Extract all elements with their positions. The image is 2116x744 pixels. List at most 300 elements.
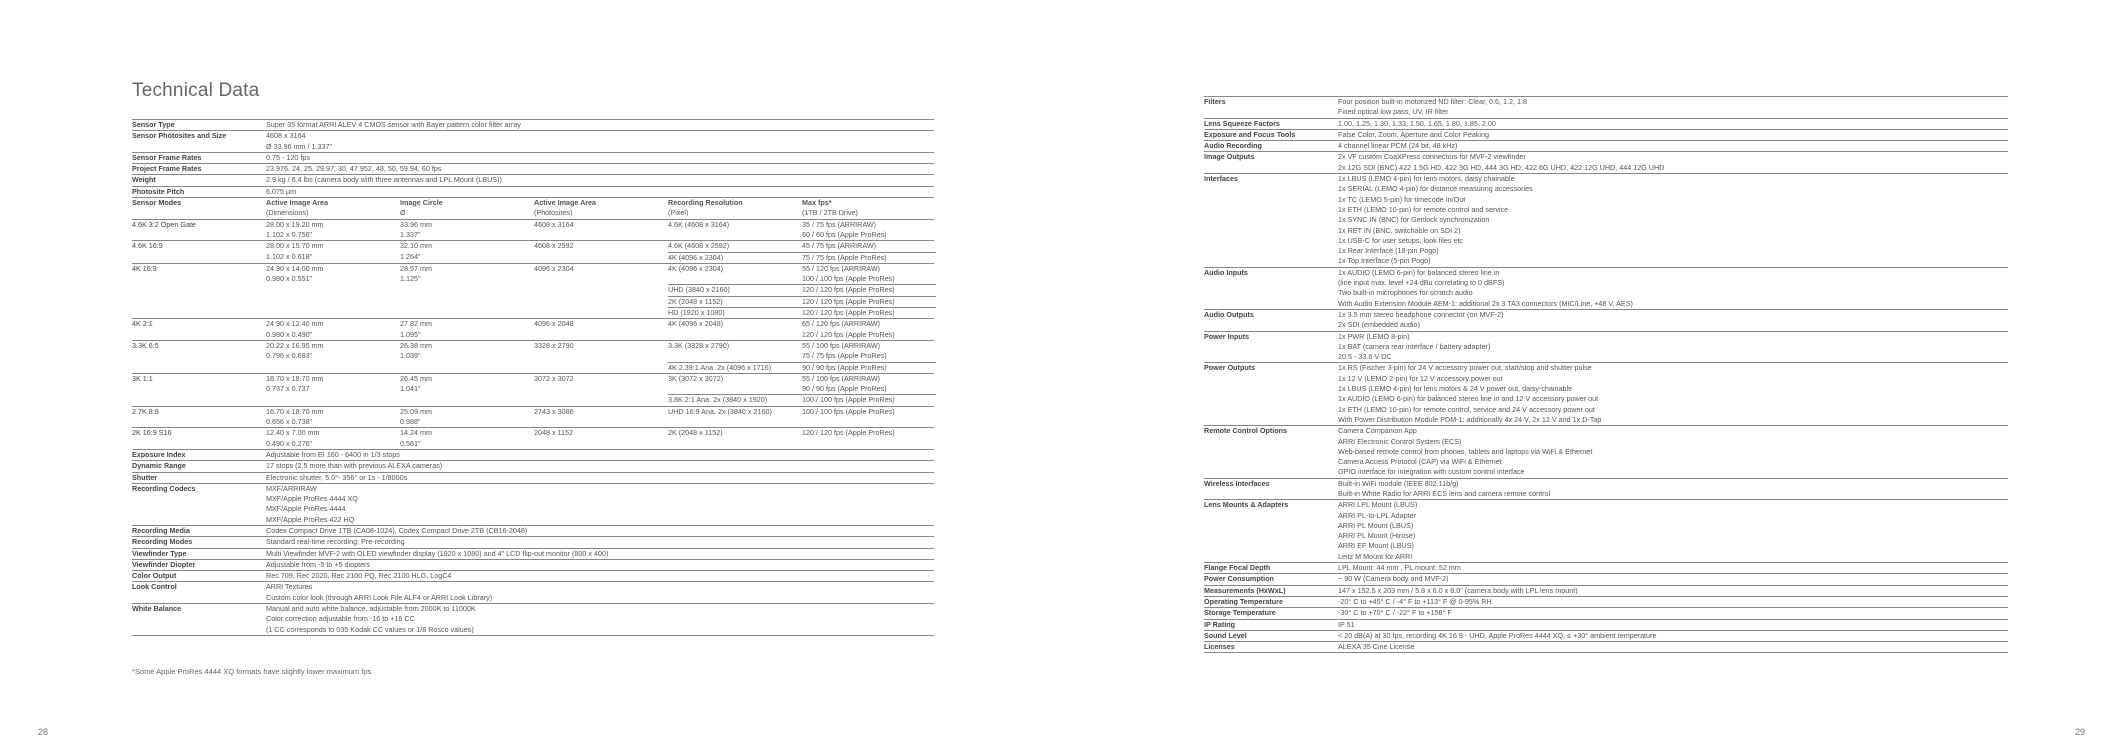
page-number-right: 29 (2075, 727, 2086, 737)
circle-line: 1.041" (400, 384, 421, 394)
fps-line: 55 / 100 fps (ARRIRAW) (802, 373, 881, 383)
active-area-photosites (534, 319, 668, 340)
sensor-mode-cells (266, 264, 936, 318)
dims-line: 24.90 x 14.00 mm (266, 263, 324, 273)
spec-value (1338, 500, 2008, 562)
sensor-mode-name: 4.6K 3:2 Open Gate (132, 219, 196, 229)
column-header-unit: (1TB / 2TB Drive) (802, 208, 858, 218)
spec-value-line: MXF/Apple ProRes 4444 (266, 504, 346, 514)
dims-line: 0.796 x 0.693" (266, 351, 313, 361)
photosites-line: 4608 x 3164 (534, 219, 574, 229)
resolution-row (668, 374, 936, 395)
active-area-photosites (534, 264, 668, 318)
active-area-dims (266, 220, 400, 241)
fps-line: 120 / 120 fps (Apple ProRes) (802, 285, 895, 295)
spec-label: Look Control (132, 582, 177, 592)
fps-line: 65 / 120 fps (ARRIRAW) (802, 319, 881, 329)
spec-value-line: 1x PWR (LEMO 8-pin) (1338, 331, 1410, 341)
max-fps (802, 264, 936, 285)
dims-line: 0.656 x 0.738" (266, 417, 313, 427)
active-area-dims (266, 319, 400, 340)
sensor-mode-name: 4K 16:9 (132, 263, 157, 273)
column-header (534, 198, 668, 219)
sensor-mode-row (132, 406, 934, 428)
recording-resolution (668, 308, 802, 318)
sensor-mode-name: 4.6K 16:9 (132, 241, 163, 251)
max-fps (802, 253, 936, 263)
column-header-unit: (Dimensions) (266, 208, 309, 218)
sensor-mode-cells (266, 374, 936, 406)
resolution-row (668, 264, 936, 285)
spec-label: Project Frame Rates (132, 164, 202, 174)
spec-row (132, 186, 934, 197)
spec-row (132, 152, 934, 163)
fps-line: 35 / 75 fps (ARRIRAW) (802, 219, 877, 229)
resolution-line: 2K (2048 x 1152) (668, 428, 723, 438)
spec-value-line: Standard real-time recording, Pre-recording (266, 537, 405, 547)
image-circle (400, 319, 534, 340)
spec-row (1204, 129, 2008, 140)
spec-row (1204, 607, 2008, 618)
spec-value-line: -30° C to +70° C / -22° F to +158° F (1338, 608, 1452, 618)
spec-value-line: Four position built-in motorized ND filter: Clear, 0.6, 1.2, 1.8 (1338, 97, 1527, 106)
photosites-line: 3328 x 2790 (534, 340, 574, 350)
resolution-line: UHD (3840 x 2160) (668, 285, 730, 295)
sensor-mode-cells (266, 241, 936, 263)
spec-label: Viewfinder Type (132, 548, 187, 558)
spec-value-line: 1x SERIAL (LEMO 4-pin) for distance measuring accessories (1338, 184, 1533, 194)
spec-value-line: 17 stops (2.5 more than with previous ALEXA cameras) (266, 461, 443, 471)
spec-label: Power Consumption (1204, 574, 1274, 584)
spec-value-line: IP 51 (1338, 619, 1355, 629)
spec-value (1338, 332, 2008, 363)
spec-value (266, 187, 934, 197)
spec-value-line: 1x ETH (LEMO 10-pin) for remote control and service (1338, 204, 1509, 214)
active-area-photosites (534, 428, 668, 449)
spec-value-line: 4 channel linear PCM (24 bit, 48 kHz) (1338, 141, 1458, 151)
spec-row (1204, 425, 2008, 477)
spec-value (266, 549, 934, 559)
spec-value-line: Leitz M Mount for ARRI (1338, 551, 1413, 561)
circle-line: 0.988" (400, 417, 421, 427)
spec-label: Operating Temperature (1204, 596, 1283, 606)
spec-value-line: Ø 33.96 mm / 1.337" (266, 141, 333, 151)
resolution-line: 3.3K (3328 x 2790) (668, 340, 730, 350)
spec-row (132, 525, 934, 536)
column-header-title: Max fps* (802, 198, 832, 208)
dims-line: 1.102 x 0.618" (266, 251, 313, 261)
spec-row (1204, 309, 2008, 331)
spec-row (1204, 331, 2008, 363)
spec-value-line: 1x BAT (camera rear interface / battery adapter) (1338, 341, 1491, 351)
spec-value (1338, 631, 2008, 641)
fps-line: 120 / 120 fps (Apple ProRes) (802, 296, 895, 306)
max-fps (802, 395, 936, 405)
spec-label: Sound Level (1204, 630, 1247, 640)
spec-label: Filters (1204, 97, 1226, 106)
spec-row (1204, 118, 2008, 129)
spec-value (1338, 574, 2008, 584)
spec-row (1204, 562, 2008, 573)
spec-value-line: 4608 x 3164 (266, 131, 306, 141)
resolution-subtable (668, 264, 936, 318)
spec-value (266, 560, 934, 570)
spec-label: Power Inputs (1204, 331, 1250, 341)
fps-line: 55 / 120 fps (ARRIRAW) (802, 263, 881, 273)
spec-value-line: Multi Viewfinder MVF-2 with OLED viewfinder display (1920 x 1080) and 4" LCD flip-out monitor (800 x 400) (266, 548, 609, 558)
sensor-mode-cells (266, 319, 936, 340)
spec-value (1338, 620, 2008, 630)
spec-value-line: ARRI PL-to-LPL Adapter (1338, 510, 1417, 520)
spec-value-line: Built-in White Radio for ARRI ECS lens and camera remote control (1338, 488, 1551, 498)
spec-value-line: 1x USB-C for user setups, look files etc (1338, 235, 1464, 245)
dims-line: 20.22 x 16.95 mm (266, 340, 324, 350)
spec-value-line: MXF/ARRIRAW (266, 483, 317, 493)
fps-line: 90 / 90 fps (Apple ProRes) (802, 362, 887, 372)
dims-line: 18.70 x 18.70 mm (266, 373, 324, 383)
circle-line: 27.82 mm (400, 319, 432, 329)
spec-value-line: With Audio Extension Module AEM-1: additional 2x 3 TA3 connectors (MIC/Line, +48 V, AES) (1338, 298, 1633, 308)
resolution-row (668, 284, 936, 295)
image-circle (400, 220, 534, 241)
spec-label: Audio Recording (1204, 141, 1262, 151)
column-header-title: Image Circle (400, 198, 443, 208)
spec-value-line: LPL Mount: 44 mm , PL mount: 52 mm (1338, 563, 1461, 573)
spec-value-line: 1x RET IN (BNC, switchable on SDI 2) (1338, 225, 1461, 235)
recording-resolution (668, 241, 802, 251)
recording-resolution (668, 253, 802, 263)
spec-label: Power Outputs (1204, 363, 1256, 373)
spec-row (1204, 362, 2008, 425)
active-area-dims (266, 407, 400, 428)
active-area-dims (266, 264, 400, 318)
dims-line: 28.00 x 15.70 mm (266, 241, 324, 251)
resolution-line: 4K (4096 x 2304) (668, 252, 724, 262)
image-circle (400, 264, 534, 318)
resolution-subtable (668, 428, 936, 449)
spec-label: Recording Modes (132, 537, 193, 547)
spec-value-line: 147 x 152.5 x 203 mm / 5.8 x 6.0 x 8.0" (camera body with LPL lens mount) (1338, 585, 1578, 595)
resolution-line: 4K (4096 x 2048) (668, 319, 724, 329)
spec-value (1338, 426, 2008, 477)
max-fps (802, 308, 936, 318)
column-header (400, 198, 534, 219)
spec-value-line: MXF/Apple ProRes 422 HQ (266, 514, 355, 524)
circle-line: 14.24 mm (400, 428, 432, 438)
spec-label: Lens Mounts & Adapters (1204, 500, 1289, 510)
resolution-subtable (668, 341, 936, 373)
spec-value-line: 1x ETH (LEMO 10-pin) for remote control, service and 24 V accessory power out (1338, 404, 1595, 414)
spec-value (266, 131, 934, 152)
spec-value-line: With Power Distribution Module PDM-1: additionally 4x 24 V, 2x 12 V and 1x D-Tap (1338, 414, 1602, 424)
dims-line: 24.90 x 12.40 mm (266, 319, 324, 329)
recording-resolution (668, 264, 802, 285)
fps-line: 120 / 120 fps (Apple ProRes) (802, 428, 895, 438)
resolution-row (668, 362, 936, 373)
photosites-line: 3072 x 3072 (534, 373, 574, 383)
spec-value (1338, 268, 2008, 309)
fps-line: 120 / 120 fps (Apple ProRes) (802, 329, 895, 339)
spec-value (266, 604, 934, 635)
spec-row (1204, 619, 2008, 630)
spec-row (132, 570, 934, 581)
spec-label: Recording Media (132, 525, 190, 535)
spec-value-line: ARRI Textures (266, 582, 313, 592)
spec-value-line: 1x LBUS (LEMO 4-pin) for lens motors & 24 V power out, daisy-chainable (1338, 384, 1573, 394)
sensor-mode-cells (266, 407, 936, 428)
sensor-mode-cells (266, 220, 936, 241)
column-header-unit: Ø (400, 208, 406, 218)
fps-line: 120 / 120 fps (Apple ProRes) (802, 308, 895, 318)
image-circle (400, 428, 534, 449)
photosites-line: 4608 x 2592 (534, 241, 574, 251)
sensor-mode-name: 2.7K 8:9 (132, 406, 159, 416)
photosites-line: 2048 x 1152 (534, 428, 574, 438)
spec-value-line: ARRI PL Mount (LBUS) (1338, 520, 1414, 530)
fps-line: 75 / 75 fps (Apple ProRes) (802, 351, 887, 361)
max-fps (802, 341, 936, 362)
column-header-unit: (Pixel) (668, 208, 689, 218)
spec-value-line: 1x 3.5 mm stereo headphone connector (on MVF-2) (1338, 309, 1504, 319)
spec-value-line: Camera Companion App (1338, 426, 1417, 436)
resolution-row (668, 296, 936, 307)
spec-label: Viewfinder Diopter (132, 559, 196, 569)
circle-line: 1.125" (400, 274, 421, 284)
spec-label: Flange Focal Depth (1204, 563, 1271, 573)
fps-line: 55 / 100 fps (ARRIRAW) (802, 340, 881, 350)
spec-row (132, 174, 934, 185)
spec-value-line: Camera Access Protocol (CAP) via WiFi & Ethernet (1338, 457, 1502, 467)
resolution-row (668, 220, 936, 241)
resolution-line: 3.8K 2:1 Ana. 2x (3840 x 1920) (668, 395, 768, 405)
dims-line: 12.40 x 7.00 mm (266, 428, 320, 438)
spec-label: Exposure and Focus Tools (1204, 129, 1296, 139)
spec-value-line: Codex Compact Drive 1TB (CA08-1024), Codex Compact Drive 2TB (CB16-2048) (266, 525, 528, 535)
recording-resolution (668, 297, 802, 307)
resolution-row (668, 319, 936, 340)
spec-value-line: ARRI PL Mount (Hirose) (1338, 531, 1416, 541)
spec-value (266, 526, 934, 536)
right-spec-table (1204, 96, 2008, 653)
spec-value (266, 450, 934, 460)
spec-label: Remote Control Options (1204, 426, 1288, 436)
spec-row (1204, 585, 2008, 596)
circle-line: 28.57 mm (400, 263, 432, 273)
spec-value-line: GPIO interface for integration with custom control interface (1338, 467, 1525, 477)
spec-row (1204, 596, 2008, 607)
active-area-dims (266, 428, 400, 449)
sensor-mode-name: 4K 2:1 (132, 319, 153, 329)
resolution-row (668, 341, 936, 362)
sensor-mode-row (132, 219, 934, 241)
recording-resolution (668, 428, 802, 438)
spec-row (132, 449, 934, 460)
spec-value-line: Adjustable from -5 to +5 diopters (266, 559, 371, 569)
spec-value (1338, 141, 2008, 151)
spec-value (266, 153, 934, 163)
spec-value (266, 571, 934, 581)
max-fps (802, 285, 936, 295)
resolution-line: UHD 16:9 Ana. 2x (3840 x 2160) (668, 406, 772, 416)
fps-line: 60 / 60 fps (Apple ProRes) (802, 229, 887, 239)
resolution-row (668, 307, 936, 318)
spec-value-line: 1x Rear Interface (18-pin Pogo) (1338, 246, 1439, 256)
spec-value-line: 23.976, 24, 25, 29.97, 30, 47.952, 48, 50, 59.94, 60 fps (266, 164, 442, 174)
active-area-photosites (534, 220, 668, 241)
spec-value-line: 1x LBUS (LEMO 4-pin) for lens motors, daisy chainable (1338, 174, 1515, 184)
image-circle (400, 241, 534, 263)
active-area-photosites (534, 241, 668, 263)
spec-row (1204, 641, 2008, 652)
spec-label: Exposure Index (132, 449, 186, 459)
spec-value (266, 120, 934, 130)
spec-value-line: 20.5 - 33.6 V DC (1338, 352, 1392, 362)
column-header (668, 198, 802, 219)
spec-value-line: 1x AUDIO (LEMO 6-pin) for balanced stereo line in and 12 V accessory power out (1338, 394, 1599, 404)
spec-value (1338, 363, 2008, 425)
recording-resolution (668, 220, 802, 241)
recording-resolution (668, 395, 802, 405)
spec-value (1338, 130, 2008, 140)
max-fps (802, 407, 936, 417)
spec-value-line: ALEXA 35 Cine License (1338, 642, 1415, 652)
spec-value-line: Rec 709, Rec 2020, Rec 2100 PQ, Rec 2100 HLG, LogC4 (266, 571, 452, 581)
image-circle (400, 374, 534, 406)
spec-label: Color Output (132, 571, 177, 581)
spec-row (1204, 499, 2008, 562)
dims-line: 0.980 x 0.551" (266, 274, 313, 284)
circle-line: 0.561" (400, 438, 421, 448)
resolution-subtable (668, 319, 936, 340)
fps-line: 100 / 100 fps (Apple ProRes) (802, 406, 895, 416)
spec-value-line: < 20 dB(A) at 30 fps, recording 4K 16:9 - UHD, Apple ProRes 4444 XQ, ≤ +30° ambient temperature (1338, 630, 1657, 640)
spec-value (1338, 586, 2008, 596)
spec-row (132, 581, 934, 603)
spec-value (1338, 479, 2008, 500)
recording-resolution (668, 363, 802, 373)
spec-label: Image Outputs (1204, 152, 1255, 162)
max-fps (802, 363, 936, 373)
resolution-line: 2K (2048 x 1152) (668, 296, 723, 306)
spec-label: Licenses (1204, 642, 1235, 652)
column-header-title: Recording Resolution (668, 198, 743, 208)
page-title: Technical Data (132, 80, 260, 101)
sensor-mode-name: 3.3K 6:5 (132, 340, 159, 350)
sensor-mode-row (132, 340, 934, 373)
sensor-modes-header (132, 197, 934, 219)
spec-value-line: False Color, Zoom, Aperture and Color Peaking (1338, 129, 1490, 139)
resolution-row (668, 428, 936, 438)
fps-line: 45 / 75 fps (ARRIRAW) (802, 241, 877, 251)
spec-label: Sensor Frame Rates (132, 152, 202, 162)
spec-value-line: 0.75 - 120 fps (266, 152, 310, 162)
spec-value (1338, 597, 2008, 607)
resolution-row (668, 241, 936, 251)
resolution-subtable (668, 220, 936, 241)
spec-label: Recording Codecs (132, 483, 196, 493)
spec-value-line: Adjustable from EI 160 - 6400 in 1/3 stops (266, 449, 400, 459)
recording-resolution (668, 407, 802, 417)
spec-value-line: Web-based remote control from phones, tablets and laptops via WiFi & Ethernet (1338, 446, 1593, 456)
dims-line: 0.980 x 0.490" (266, 329, 313, 339)
sensor-mode-row (132, 318, 934, 340)
max-fps (802, 319, 936, 340)
fps-line: 100 / 100 fps (Apple ProRes) (802, 274, 895, 284)
resolution-row (668, 252, 936, 263)
spec-value-line: 1x Top Interface (5-pin Pogo) (1338, 256, 1431, 266)
spec-row (132, 536, 934, 547)
spec-label: Interfaces (1204, 174, 1238, 184)
spec-value-line: 2.9 kg / 6.4 lbs (camera body with three antennas and LPL Mount (LBUS)) (266, 175, 502, 185)
page-number-left: 28 (38, 727, 49, 737)
spec-label: Measurements (HxWxL) (1204, 585, 1286, 595)
circle-line: 1.039" (400, 351, 421, 361)
spec-label: Storage Temperature (1204, 608, 1276, 618)
circle-line: 1.337" (400, 229, 421, 239)
circle-line: 26.38 mm (400, 340, 432, 350)
spec-row (1204, 96, 2008, 118)
column-header-unit: (Photosites) (534, 208, 573, 218)
column-header (802, 198, 936, 219)
spec-value-line: 2x 12G SDI (BNC) 422 1.5G HD, 422 3G HD, 444 3G HD, 422 6G UHD, 422 12G UHD, 444 12G UHD (1338, 162, 1665, 172)
sensor-mode-row (132, 240, 934, 263)
spec-row (132, 130, 934, 152)
spec-value (266, 461, 934, 471)
max-fps (802, 374, 936, 395)
spec-label: Sensor Type (132, 120, 175, 129)
spec-row (132, 548, 934, 559)
resolution-line: 4.6K (4608 x 2592) (668, 241, 730, 251)
photosites-line: 4096 x 2304 (534, 263, 574, 273)
circle-line: 25.09 mm (400, 406, 432, 416)
active-area-dims (266, 374, 400, 406)
max-fps (802, 297, 936, 307)
active-area-photosites (534, 374, 668, 406)
column-header-title: Active Image Area (266, 198, 329, 208)
spec-label: Dynamic Range (132, 461, 186, 471)
recording-resolution (668, 341, 802, 362)
active-area-dims (266, 241, 400, 263)
max-fps (802, 220, 936, 241)
circle-line: 33.96 mm (400, 219, 432, 229)
spec-value-line: 1x AUDIO (LEMO 6-pin) for balanced stereo line in (1338, 267, 1500, 277)
spec-value-line: 6.075 µm (266, 186, 297, 196)
dims-line: 28.00 x 19.20 mm (266, 219, 324, 229)
resolution-row (668, 394, 936, 405)
circle-line: 32.10 mm (400, 241, 432, 251)
spec-value-line: Super 35 format ARRI ALEV 4 CMOS sensor with Bayer pattern color filter array (266, 120, 521, 129)
spec-value-line: 2x VF custom CoaXPress connectors for MVF-2 viewfinder (1338, 152, 1526, 162)
spec-row (132, 163, 934, 174)
spec-value-line: ARRI Electronic Control System (ECS) (1338, 436, 1462, 446)
spec-row (1204, 630, 2008, 641)
fps-line: 100 / 100 fps (Apple ProRes) (802, 395, 895, 405)
spec-value (266, 537, 934, 547)
spec-value (1338, 119, 2008, 129)
spec-value-line: Custom color look (through ARRI Look File ALF4 or ARRI Look Library) (266, 592, 493, 602)
spec-value (266, 582, 934, 603)
spec-value-line: 1x TC (LEMO 5-pin) for timecode In/Out (1338, 194, 1466, 204)
spec-value (266, 473, 934, 483)
recording-resolution (668, 319, 802, 340)
spec-row (132, 472, 934, 483)
dims-line: 0.737 x 0.737 (266, 384, 310, 394)
column-header (266, 198, 400, 219)
spec-label: Sensor Photosites and Size (132, 131, 227, 141)
spec-value (266, 484, 934, 525)
spec-label: Photosite Pitch (132, 186, 185, 196)
active-area-photosites (534, 341, 668, 373)
